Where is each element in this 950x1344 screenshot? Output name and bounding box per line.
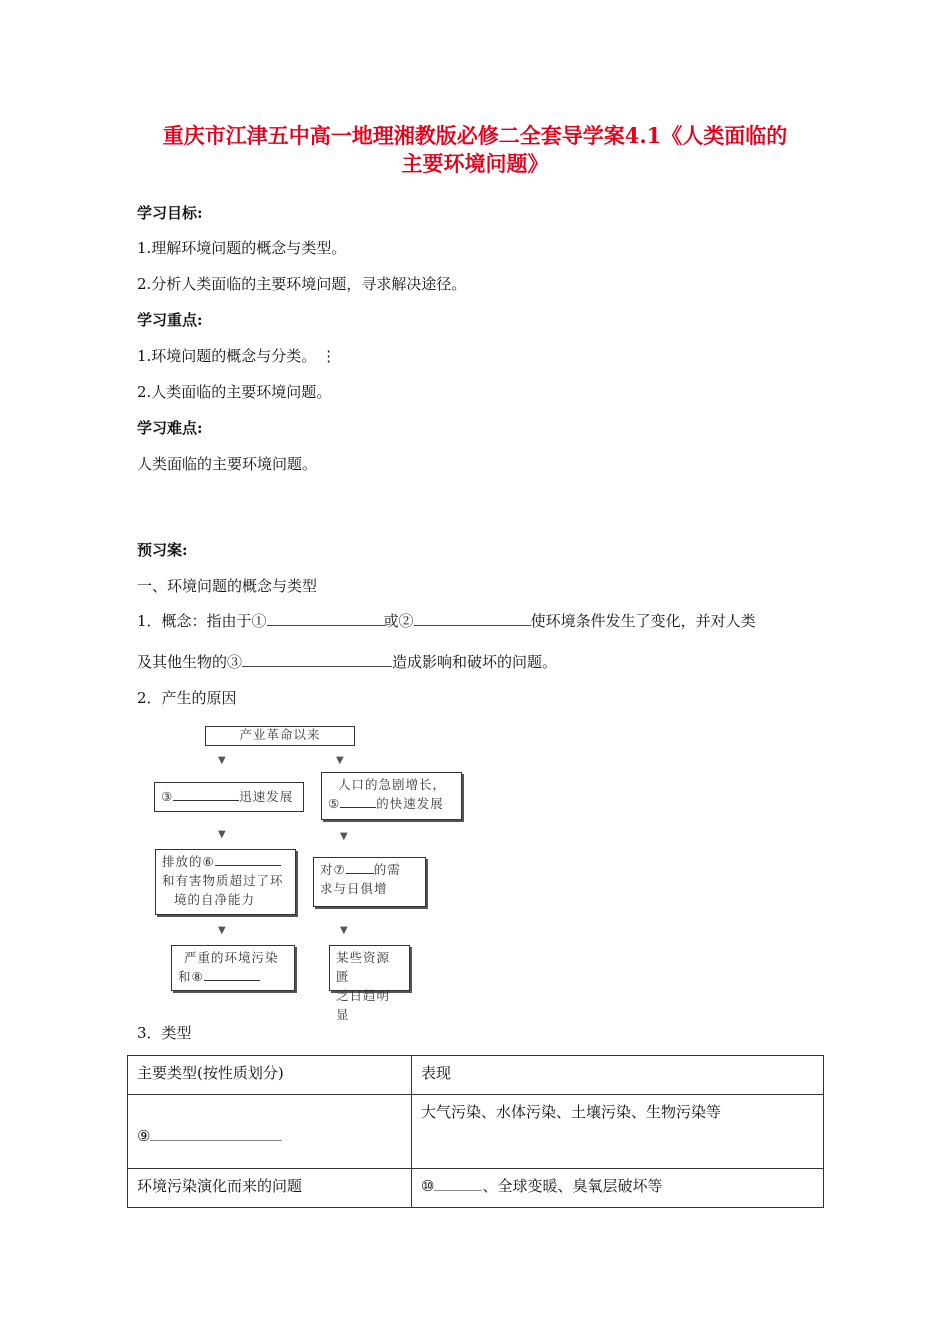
table-cell: 环境污染演化而来的问题 <box>128 1169 412 1208</box>
flow-text: 某些资源匮 <box>336 950 391 984</box>
flow-text: 的快速发展 <box>376 796 444 811</box>
table-cell: 大气污染、水体污染、土壤污染、生物污染等 <box>412 1095 824 1169</box>
flow-text: 人口的急剧增长， <box>338 777 447 792</box>
concept-text: 1．概念：指由于① <box>137 612 267 630</box>
flow-text: 求与日俱增 <box>320 881 388 896</box>
concept-text: 及其他生物的③ <box>137 653 243 671</box>
blank-8[interactable] <box>204 968 260 981</box>
table-header-cell: 表现 <box>412 1056 824 1095</box>
document-title <box>60 122 890 178</box>
blank-7[interactable] <box>346 861 374 874</box>
concept-text: 或② <box>383 612 414 630</box>
flow-text: 迅速发展 <box>239 789 294 804</box>
concept-line-2 <box>137 652 557 672</box>
key-points-heading: 学习重点: <box>137 311 203 329</box>
concept-text: 使环境条件发生了变化，并对人类 <box>530 612 756 630</box>
concept-line-1 <box>137 611 756 631</box>
flow-left-box-3 <box>171 945 295 991</box>
blank-10[interactable] <box>434 1176 482 1191</box>
table-row <box>128 1169 824 1208</box>
title-line-1: 重庆市江津五中高一地理湘教版必修二全套导学案4.1《人类面临的 <box>162 123 788 148</box>
table-cell <box>128 1095 412 1169</box>
flow-right-box-3 <box>329 945 410 1022</box>
types-table <box>127 1055 824 1208</box>
goal-item: 2.分析人类面临的主要环境问题，寻求解决途径。 <box>137 275 467 293</box>
arrow-down-icon: ▼ <box>218 829 226 840</box>
flow-text: 乏日趋明显 <box>336 988 391 1022</box>
table-cell <box>412 1169 824 1208</box>
flow-text <box>178 967 288 986</box>
blank-1[interactable] <box>267 611 384 626</box>
flow-text: 严重的环境污染 <box>184 950 279 965</box>
table-cell-text: ⑨ <box>137 1126 151 1145</box>
flow-text: 对⑦ <box>320 862 346 877</box>
flow-left-box-1 <box>154 782 304 812</box>
arrow-down-icon: ▼ <box>336 755 344 766</box>
arrow-down-icon: ▼ <box>340 831 348 842</box>
flow-left-box-2 <box>155 849 296 915</box>
flow-text <box>320 860 419 879</box>
key-point-item: 1.环境问题的概念与分类。 ⋮ <box>137 347 337 365</box>
table-cell-text: 、全球变暖、臭氧层破坏等 <box>482 1177 663 1195</box>
goals-heading: 学习目标: <box>137 204 203 222</box>
key-point-item: 2.人类面临的主要环境问题。 <box>137 383 332 401</box>
blank-2[interactable] <box>414 611 531 626</box>
flow-right-box-2 <box>313 857 426 907</box>
table-row <box>128 1095 824 1169</box>
flow-text: ⑤ <box>328 796 341 811</box>
flow-text <box>162 852 289 871</box>
flow-right-box-1 <box>321 772 462 820</box>
table-header-cell: 主要类型(按性质划分) <box>128 1056 412 1095</box>
blank-9[interactable] <box>150 1126 282 1141</box>
flow-text <box>328 794 455 813</box>
flow-text: 境的自净能力 <box>174 892 256 907</box>
flow-text: 的需 <box>373 862 401 877</box>
arrow-down-icon: ▼ <box>218 755 226 766</box>
table-cell-text: ⑩ <box>421 1177 435 1195</box>
flow-text: 排放的⑥ <box>162 854 215 869</box>
difficulty-heading: 学习难点: <box>137 419 203 437</box>
goal-item: 1.理解环境问题的概念与类型。 <box>137 239 347 257</box>
flow-top-box: 产业革命以来 <box>205 726 355 746</box>
blank-4[interactable] <box>173 788 239 801</box>
flow-text: 和有害物质超过了环 <box>162 873 284 888</box>
types-heading: 3．类型 <box>137 1024 192 1042</box>
concept-text: 造成影响和破坏的问题。 <box>392 653 558 671</box>
section-heading: 一、环境问题的概念与类型 <box>137 577 318 595</box>
blank-6[interactable] <box>215 853 281 866</box>
blank-3[interactable] <box>242 652 392 667</box>
cause-heading: 2．产生的原因 <box>137 689 237 707</box>
flow-text: ③ <box>161 789 174 804</box>
flow-text: 和⑧ <box>178 969 204 984</box>
blank-5[interactable] <box>340 795 376 808</box>
arrow-down-icon: ▼ <box>218 925 226 936</box>
title-line-2: 主要环境问题》 <box>401 151 549 176</box>
difficulty-text: 人类面临的主要环境问题。 <box>137 455 318 473</box>
table-header-row <box>128 1056 824 1095</box>
preview-heading: 预习案: <box>137 541 188 559</box>
arrow-down-icon: ▼ <box>340 925 348 936</box>
